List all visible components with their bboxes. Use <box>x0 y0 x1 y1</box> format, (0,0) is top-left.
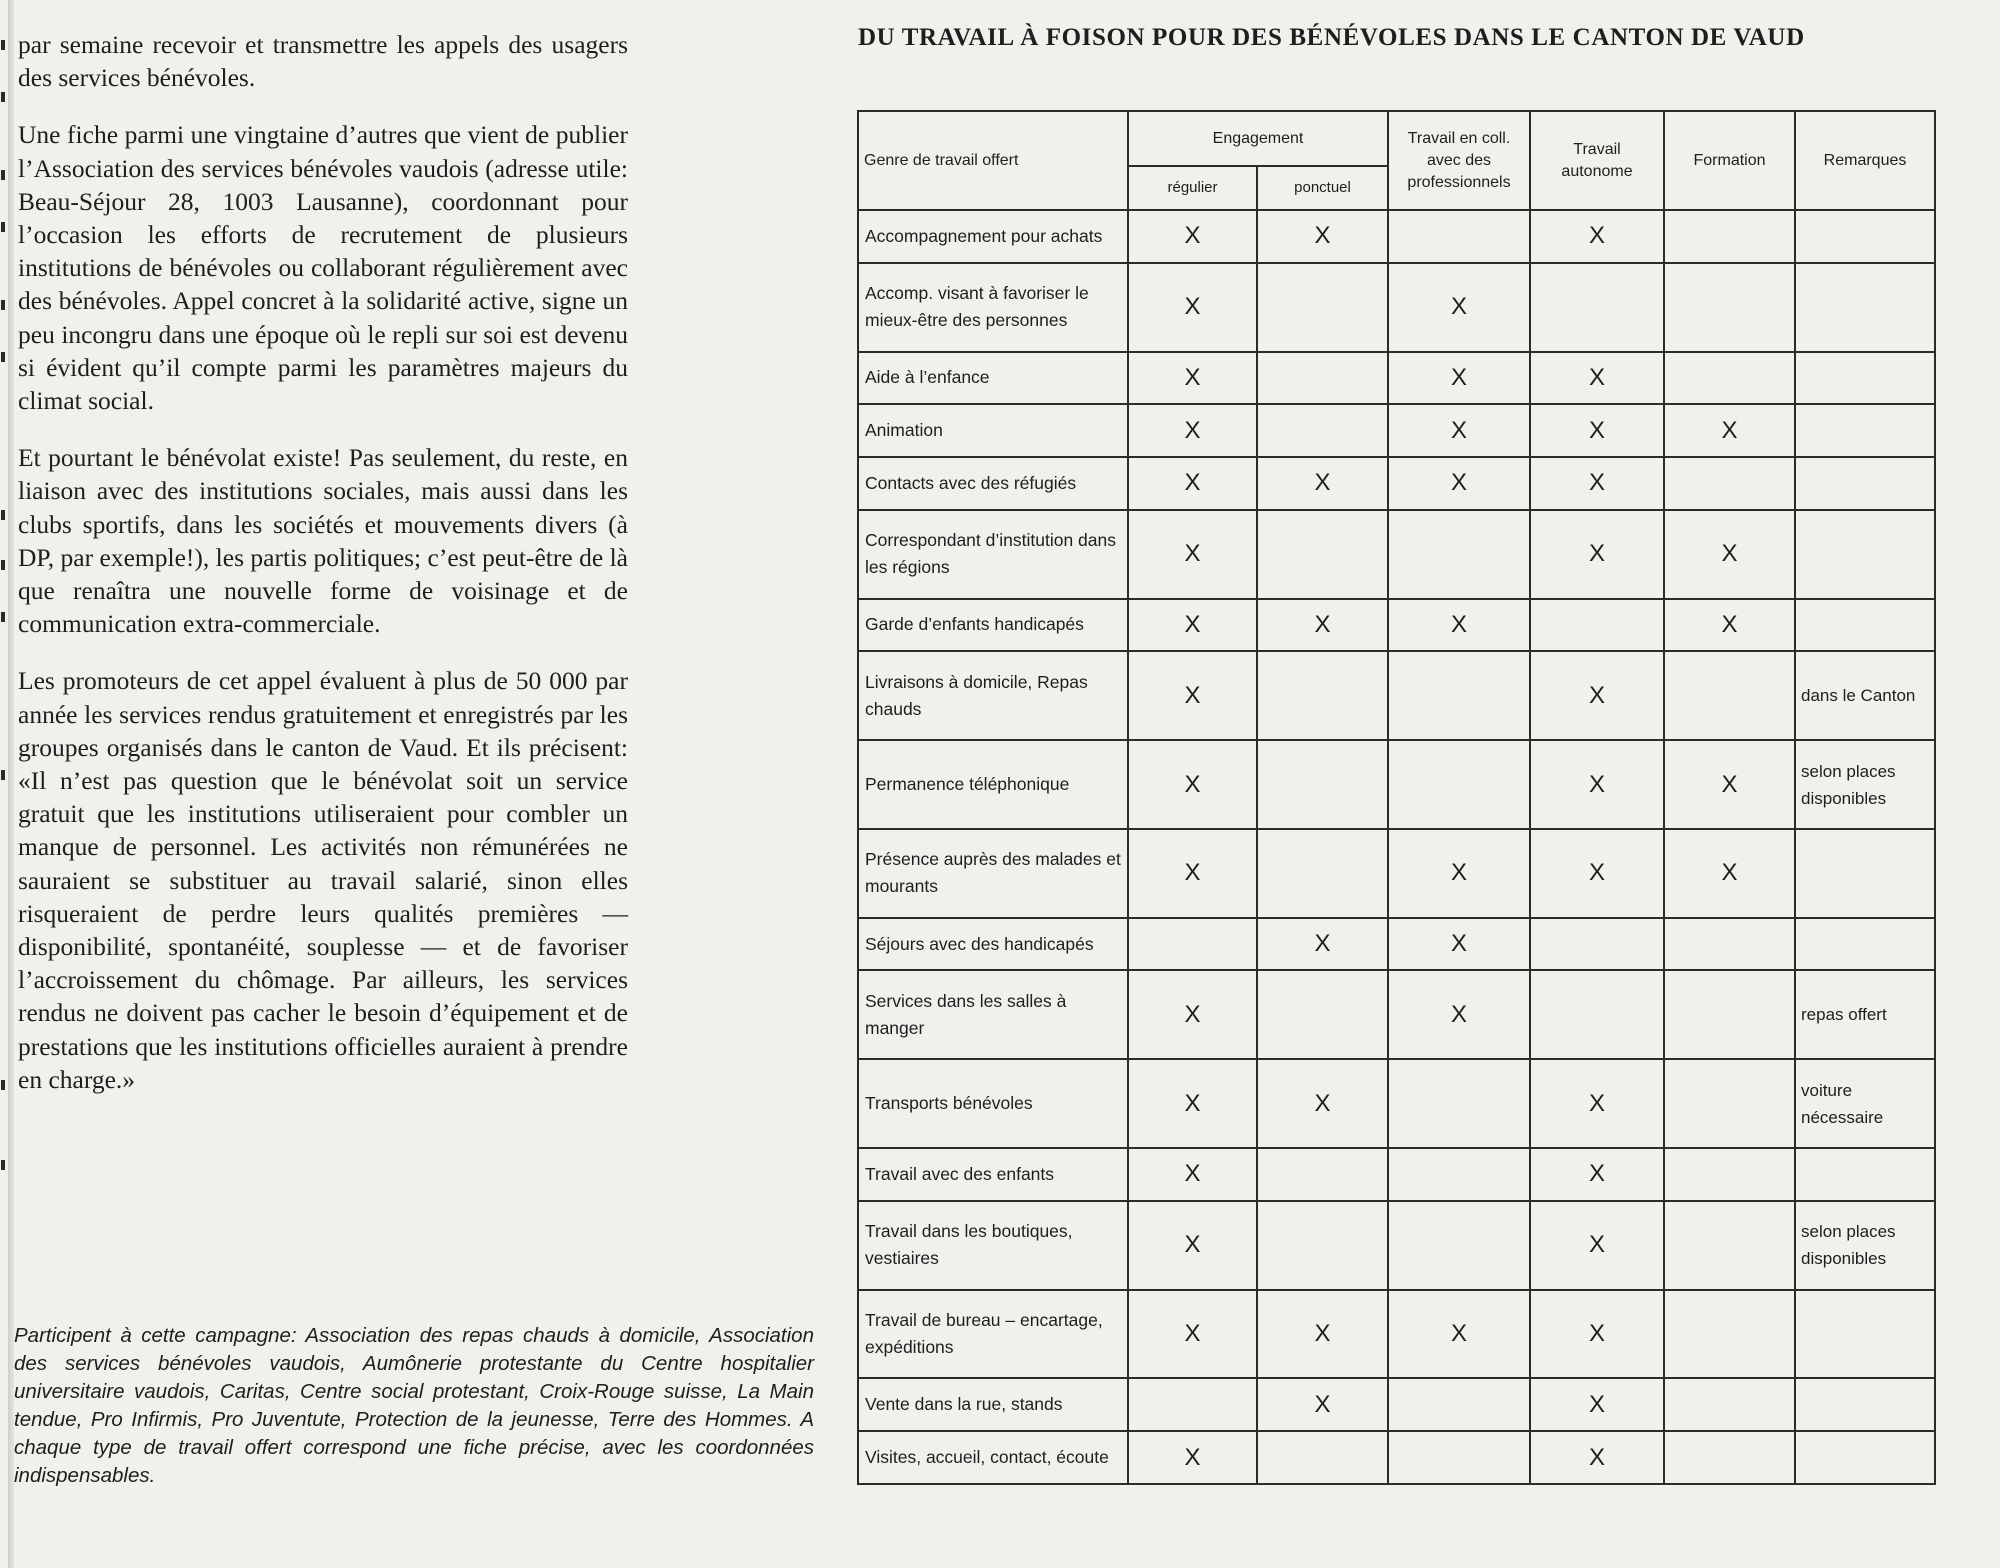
cell-ponctuel <box>1257 210 1388 263</box>
cell-coll <box>1388 918 1530 971</box>
cell-coll <box>1388 1290 1530 1379</box>
check-mark: X <box>1314 469 1331 497</box>
check-mark: X <box>1589 416 1606 444</box>
table-row <box>858 1201 1935 1290</box>
article-text <box>18 28 628 1120</box>
check-mark: X <box>1184 540 1201 568</box>
check-mark: X <box>1589 1231 1606 1259</box>
work-type-label: Vente dans la rue, stands <box>858 1378 1128 1431</box>
cell-autonome <box>1530 1201 1664 1290</box>
cell-coll <box>1388 510 1530 599</box>
cell-ponctuel <box>1257 1378 1388 1431</box>
work-type-label: Permanence téléphonique <box>858 740 1128 829</box>
cell-formation <box>1664 1201 1795 1290</box>
table-title: DU TRAVAIL À FOISON POUR DES BÉNÉVOLES DANS LE CANTON DE VAUD <box>858 24 1805 51</box>
check-mark: X <box>1184 681 1201 709</box>
cell-regulier <box>1128 210 1257 263</box>
check-mark: X <box>1184 610 1201 638</box>
check-mark: X <box>1184 1089 1201 1117</box>
work-type-label: Présence auprès des malades et mourants <box>858 829 1128 918</box>
check-mark: X <box>1589 469 1606 497</box>
header-travail-coll: Travail en coll. avec des professionnels <box>1388 111 1530 210</box>
check-mark: X <box>1589 1443 1606 1471</box>
header-formation: Formation <box>1664 111 1795 210</box>
cell-autonome <box>1530 740 1664 829</box>
cell-regulier <box>1128 970 1257 1059</box>
header-genre: Genre de travail offert <box>858 111 1128 210</box>
work-type-label: Travail dans les boutiques, vestiaires <box>858 1201 1128 1290</box>
cell-remarque <box>1795 1431 1935 1484</box>
cell-ponctuel <box>1257 510 1388 599</box>
check-mark: X <box>1721 540 1738 568</box>
cell-remarque <box>1795 404 1935 457</box>
cell-coll <box>1388 210 1530 263</box>
volunteer-work-table <box>857 110 1936 1485</box>
check-mark: X <box>1184 469 1201 497</box>
check-mark: X <box>1589 1089 1606 1117</box>
check-mark: X <box>1451 469 1468 497</box>
check-mark: X <box>1184 363 1201 391</box>
cell-formation <box>1664 263 1795 352</box>
check-mark: X <box>1314 930 1331 958</box>
cell-ponctuel <box>1257 263 1388 352</box>
check-mark: X <box>1451 363 1468 391</box>
cell-formation <box>1664 1290 1795 1379</box>
cell-ponctuel <box>1257 1201 1388 1290</box>
cell-autonome <box>1530 1290 1664 1379</box>
work-type-label: Visites, accueil, contact, écoute <box>858 1431 1128 1484</box>
cell-autonome <box>1530 263 1664 352</box>
cell-remarque <box>1795 599 1935 652</box>
cell-regulier <box>1128 599 1257 652</box>
table-body <box>858 210 1935 1484</box>
check-mark: X <box>1314 1089 1331 1117</box>
work-type-label: Accomp. visant à favoriser le mieux-être des personnes <box>858 263 1128 352</box>
cell-autonome <box>1530 1059 1664 1148</box>
check-mark: X <box>1451 293 1468 321</box>
cell-regulier <box>1128 1290 1257 1379</box>
cell-formation <box>1664 918 1795 971</box>
cell-autonome <box>1530 970 1664 1059</box>
table-row <box>858 1431 1935 1484</box>
work-type-label: Livraisons à domicile, Repas chauds <box>858 651 1128 740</box>
check-mark: X <box>1314 222 1331 250</box>
check-mark: X <box>1589 1320 1606 1348</box>
check-mark: X <box>1184 1320 1201 1348</box>
cell-regulier <box>1128 1201 1257 1290</box>
cell-regulier <box>1128 352 1257 405</box>
cell-formation <box>1664 740 1795 829</box>
cell-coll <box>1388 651 1530 740</box>
cell-formation <box>1664 829 1795 918</box>
check-mark: X <box>1184 1443 1201 1471</box>
cell-ponctuel <box>1257 352 1388 405</box>
header-travail-autonome: Travail autonome <box>1530 111 1664 210</box>
cell-formation <box>1664 404 1795 457</box>
table-row <box>858 829 1935 918</box>
cell-autonome <box>1530 404 1664 457</box>
check-mark: X <box>1589 1160 1606 1188</box>
cell-remarque <box>1795 1148 1935 1201</box>
article-paragraph: Et pourtant le bénévolat existe! Pas seulement, du reste, en liaison avec des institutions sociales, mais aussi dans les clubs sportifs, dans les sociétés et mouvements divers (à DP, par exemple!), les partis politiques; c’est peut-être de là que renaîtra une nouvelle forme de voisinage et de communication extra-commerciale. <box>18 443 628 639</box>
work-type-label: Travail avec des enfants <box>858 1148 1128 1201</box>
cell-remarque <box>1795 829 1935 918</box>
cell-coll <box>1388 740 1530 829</box>
article-paragraph: Une fiche parmi une vingtaine d’autres que vient de publier l’Association des services bénévoles vaudois (adresse utile: Beau-Séjour 28, 1003 Lausanne), coordonnant pour l’occasion les efforts de recrutement de plusieurs institutions de bénévoles ou collaborant régulièrement avec des bénévoles. Appel concret à la solidarité active, signe un peu incongru dans une époque où le repli sur soi est devenu si évident qu’il compte parmi les paramètres majeurs du climat social. <box>18 120 628 416</box>
work-type-label: Correspondant d’institution dans les régions <box>858 510 1128 599</box>
cell-formation <box>1664 599 1795 652</box>
cell-remarque <box>1795 1290 1935 1379</box>
check-mark: X <box>1589 859 1606 887</box>
check-mark: X <box>1451 1320 1468 1348</box>
check-mark: X <box>1184 770 1201 798</box>
table-row <box>858 1059 1935 1148</box>
cell-autonome <box>1530 210 1664 263</box>
cell-formation <box>1664 970 1795 1059</box>
table-row <box>858 970 1935 1059</box>
cell-regulier <box>1128 457 1257 510</box>
table-row <box>858 918 1935 971</box>
table-row <box>858 457 1935 510</box>
cell-autonome <box>1530 918 1664 971</box>
cell-regulier <box>1128 1059 1257 1148</box>
cell-regulier <box>1128 829 1257 918</box>
cell-regulier <box>1128 1378 1257 1431</box>
cell-remarque <box>1795 510 1935 599</box>
header-engagement: Engagement <box>1128 111 1388 166</box>
cell-formation <box>1664 1148 1795 1201</box>
cell-remarque: repas offert <box>1795 970 1935 1059</box>
check-mark: X <box>1314 610 1331 638</box>
cell-regulier <box>1128 510 1257 599</box>
table-row <box>858 210 1935 263</box>
cell-ponctuel <box>1257 651 1388 740</box>
check-mark: X <box>1184 1000 1201 1028</box>
cell-coll <box>1388 1148 1530 1201</box>
check-mark: X <box>1184 1231 1201 1259</box>
cell-autonome <box>1530 599 1664 652</box>
cell-regulier <box>1128 1148 1257 1201</box>
work-type-label: Contacts avec des réfugiés <box>858 457 1128 510</box>
table-row <box>858 599 1935 652</box>
cell-coll <box>1388 404 1530 457</box>
work-type-label: Séjours avec des handicapés <box>858 918 1128 971</box>
cell-formation <box>1664 210 1795 263</box>
cell-regulier <box>1128 651 1257 740</box>
cell-ponctuel <box>1257 404 1388 457</box>
cell-remarque <box>1795 210 1935 263</box>
cell-regulier <box>1128 740 1257 829</box>
check-mark: X <box>1589 770 1606 798</box>
check-mark: X <box>1314 1320 1331 1348</box>
cell-coll <box>1388 352 1530 405</box>
cell-ponctuel <box>1257 829 1388 918</box>
check-mark: X <box>1721 770 1738 798</box>
cell-regulier <box>1128 918 1257 971</box>
check-mark: X <box>1589 681 1606 709</box>
cell-autonome <box>1530 510 1664 599</box>
check-mark: X <box>1589 1390 1606 1418</box>
cell-coll <box>1388 263 1530 352</box>
cell-autonome <box>1530 1431 1664 1484</box>
work-type-label: Accompagnement pour achats <box>858 210 1128 263</box>
cell-formation <box>1664 651 1795 740</box>
cell-coll <box>1388 1059 1530 1148</box>
work-type-label: Travail de bureau – encartage, expéditions <box>858 1290 1128 1379</box>
check-mark: X <box>1451 610 1468 638</box>
header-ponctuel: ponctuel <box>1257 166 1388 210</box>
cell-coll <box>1388 970 1530 1059</box>
check-mark: X <box>1451 859 1468 887</box>
cell-formation <box>1664 352 1795 405</box>
cell-ponctuel <box>1257 1431 1388 1484</box>
cell-formation <box>1664 510 1795 599</box>
cell-formation <box>1664 1378 1795 1431</box>
cell-coll <box>1388 1431 1530 1484</box>
cell-autonome <box>1530 651 1664 740</box>
check-mark: X <box>1451 930 1468 958</box>
table-row <box>858 740 1935 829</box>
cell-coll <box>1388 457 1530 510</box>
cell-ponctuel <box>1257 1290 1388 1379</box>
table-row <box>858 1290 1935 1379</box>
cell-remarque <box>1795 263 1935 352</box>
work-type-label: Animation <box>858 404 1128 457</box>
work-type-label: Aide à l’enfance <box>858 352 1128 405</box>
cell-remarque: selon places disponibles <box>1795 1201 1935 1290</box>
cell-remarque <box>1795 918 1935 971</box>
cell-ponctuel <box>1257 599 1388 652</box>
table-row <box>858 510 1935 599</box>
cell-autonome <box>1530 457 1664 510</box>
work-type-label: Garde d’enfants handicapés <box>858 599 1128 652</box>
cell-remarque: voiture nécessaire <box>1795 1059 1935 1148</box>
cell-formation <box>1664 457 1795 510</box>
campaign-participants: Participent à cette campagne: Association des repas chauds à domicile, Association des services bénévoles vaudois, Aumônerie protestante du Centre hospitalier universitaire vaudois, Caritas, Centre social protestant, Croix-Rouge suisse, La Main tendue, Pro Infirmis, Pro Juventute, Protection de la jeunesse, Terre des Hommes. A chaque type de travail offert correspond une fiche précise, avec les coordonnées indispensables. <box>14 1324 814 1487</box>
table-row <box>858 263 1935 352</box>
cell-formation <box>1664 1431 1795 1484</box>
check-mark: X <box>1184 222 1201 250</box>
cell-ponctuel <box>1257 740 1388 829</box>
check-mark: X <box>1721 610 1738 638</box>
cell-autonome <box>1530 1378 1664 1431</box>
cell-coll <box>1388 1378 1530 1431</box>
cell-remarque: selon places disponibles <box>1795 740 1935 829</box>
cell-ponctuel <box>1257 970 1388 1059</box>
cell-coll <box>1388 599 1530 652</box>
cell-regulier <box>1128 263 1257 352</box>
gutter-marks <box>0 0 12 1568</box>
article-paragraph: Les promoteurs de cet appel évaluent à plus de 50 000 par année les services rendus gratuitement et enregistrés par les groupes organisés dans le canton de Vaud. Et ils précisent: «Il n’est pas question que le bénévolat soit un service gratuit que les institutions utiliseraient pour combler un manque de personnel. Les activités non rémunérées ne sauraient se substituer au travail salarié, sinon elles risqueraient de perdre leurs qualités premières — disponibilité, spontanéité, souplesse — et de favoriser l’accroissement du chômage. Par ailleurs, les services rendus ne doivent pas cacher le besoin d’équipement et de prestations que les institutions officielles auraient à prendre en charge.» <box>18 666 628 1094</box>
cell-autonome <box>1530 352 1664 405</box>
cell-ponctuel <box>1257 457 1388 510</box>
cell-coll <box>1388 1201 1530 1290</box>
cell-autonome <box>1530 1148 1664 1201</box>
check-mark: X <box>1589 363 1606 391</box>
table-row <box>858 1378 1935 1431</box>
cell-regulier <box>1128 1431 1257 1484</box>
cell-coll <box>1388 829 1530 918</box>
check-mark: X <box>1184 416 1201 444</box>
check-mark: X <box>1589 222 1606 250</box>
check-mark: X <box>1451 416 1468 444</box>
cell-remarque <box>1795 1378 1935 1431</box>
table-row <box>858 352 1935 405</box>
cell-regulier <box>1128 404 1257 457</box>
work-type-label: Transports bénévoles <box>858 1059 1128 1148</box>
cell-autonome <box>1530 829 1664 918</box>
cell-remarque <box>1795 352 1935 405</box>
cell-remarque <box>1795 457 1935 510</box>
check-mark: X <box>1184 1160 1201 1188</box>
cell-ponctuel <box>1257 1148 1388 1201</box>
check-mark: X <box>1451 1000 1468 1028</box>
header-remarques: Remarques <box>1795 111 1935 210</box>
cell-ponctuel <box>1257 1059 1388 1148</box>
article-paragraph: par semaine recevoir et transmettre les appels des usagers des services bénévoles. <box>18 30 628 93</box>
work-type-label: Services dans les salles à manger <box>858 970 1128 1059</box>
check-mark: X <box>1721 859 1738 887</box>
table-row <box>858 1148 1935 1201</box>
header-regulier: régulier <box>1128 166 1257 210</box>
check-mark: X <box>1184 859 1201 887</box>
table-row <box>858 404 1935 457</box>
check-mark: X <box>1314 1390 1331 1418</box>
cell-remarque: dans le Canton <box>1795 651 1935 740</box>
check-mark: X <box>1589 540 1606 568</box>
cell-formation <box>1664 1059 1795 1148</box>
table-row <box>858 651 1935 740</box>
check-mark: X <box>1184 293 1201 321</box>
cell-ponctuel <box>1257 918 1388 971</box>
check-mark: X <box>1721 416 1738 444</box>
